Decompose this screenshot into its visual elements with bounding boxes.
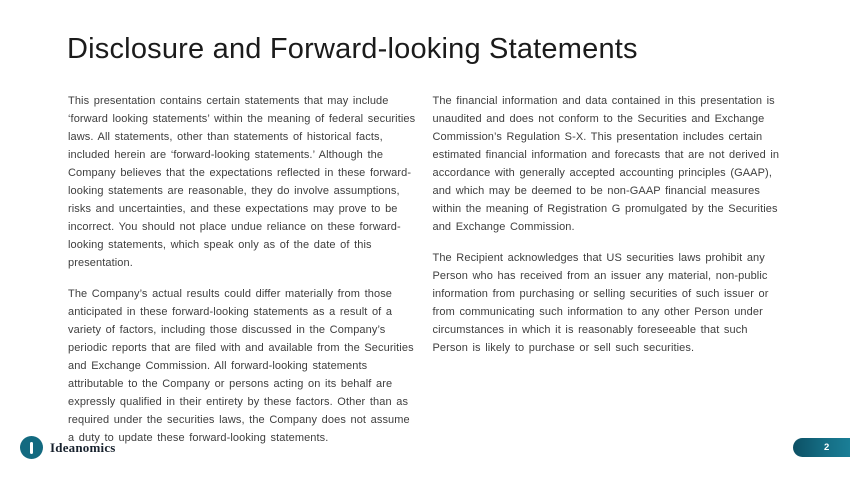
brand-wordmark: Ideanomics xyxy=(50,439,116,455)
left-column xyxy=(68,92,416,460)
body-columns xyxy=(68,92,780,460)
ideanomics-logo-icon xyxy=(20,436,43,459)
slide-title: Disclosure and Forward-looking Statements xyxy=(67,33,638,65)
paragraph-actual-results: The Company’s actual results could differ materially from those anticipated in these forward-looking statements as a result of a variety of factors, including those discussed in the Company’s periodic reports that are filed with and available from the Securities and Exchange Commission. All forward-looking statements attributable to the Company or persons acting on its behalf are expressly qualified in their entirety by these factors. Other than as required under the securities laws, the Company does not assume a duty to update these forward-looking statements. xyxy=(68,288,414,444)
paragraph-financial-information: The financial information and data contained in this presentation is unaudited and does not conform to the Securities and Exchange Commission’s Regulation S-X. This presentation includes certain estimated financial information and forecasts that are not derived in accordance with generally accepted accounting principles (GAAP), and which may be deemed to be non-GAAP financial measures within the meaning of Registration G promulgated by the Securities and Exchange Commission. xyxy=(432,95,780,233)
paragraph-forward-looking-statements: This presentation contains certain statements that may include ‘forward looking statements’ within the meaning of federal securities laws. All statements, other than statements of historical facts, included herein are ‘forward-looking statements.’ Although the Company believes that the expectations reflected in these forward-looking statements are reasonable, they do involve assumptions, risks and uncertainties, and these expectations may prove to be incorrect. You should not place undue reliance on these forward-looking statements, which speak only as of the date of this presentation. xyxy=(68,95,416,269)
logo-i-bar xyxy=(30,442,33,454)
ideanomics-logo xyxy=(20,436,116,459)
paragraph-recipient-acknowledgement: The Recipient acknowledges that US securities laws prohibit any Person who has received from an issuer any material, non-public information from purchasing or selling securities of such issuer or from communicating such information to any other Person under circumstances in which it is reasonably foreseeable that such Person is likely to purchase or sell such securities. xyxy=(432,252,769,354)
page-number-badge xyxy=(793,438,850,457)
page-number: 2 xyxy=(824,442,830,453)
right-column xyxy=(433,92,781,460)
